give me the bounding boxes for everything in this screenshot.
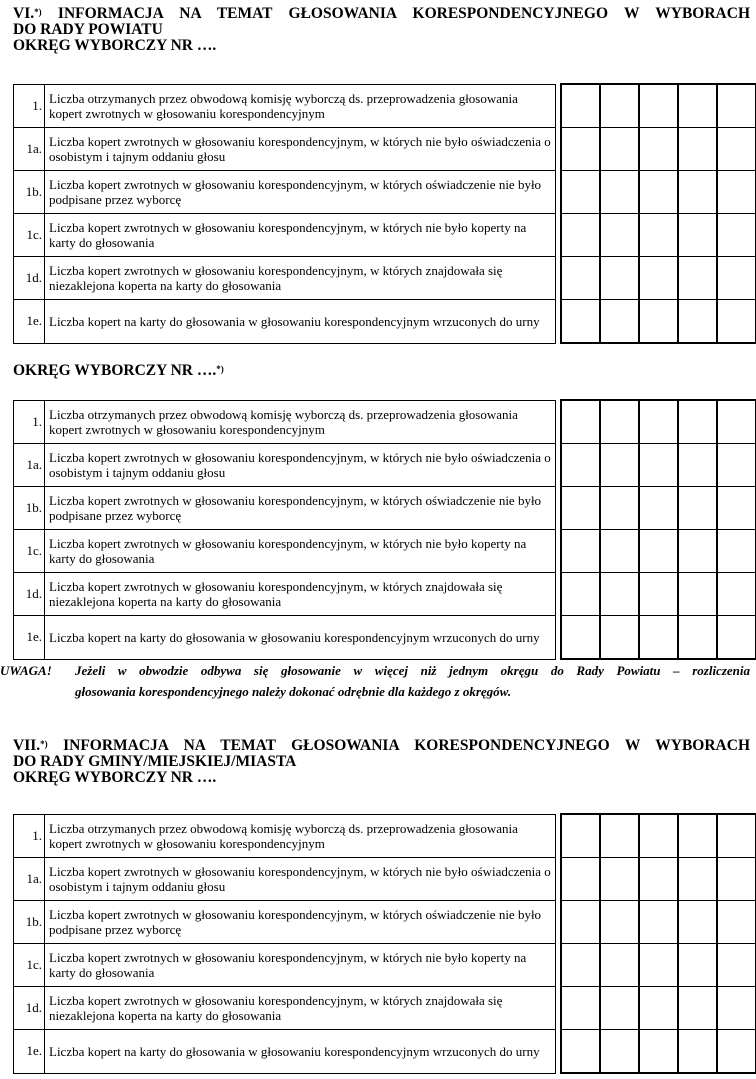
- digit-entry-box[interactable]: [561, 171, 600, 214]
- count-table-body: [14, 814, 756, 1073]
- digit-entry-box[interactable]: [717, 1030, 756, 1074]
- digit-entry-box[interactable]: [639, 257, 678, 300]
- note-line1: Jeżeli w obwodzie odbywa się głosowanie w więcej niż jednym okręgu do Rady Powiatu – rozliczenia: [75, 663, 750, 678]
- digit-entry-box[interactable]: [639, 901, 678, 944]
- row-number: 1a.: [14, 858, 45, 901]
- row-number: 1c.: [14, 530, 45, 573]
- table-row: [14, 944, 756, 987]
- digit-entry-box[interactable]: [600, 858, 639, 901]
- row-number: 1e.: [14, 616, 45, 660]
- digit-entry-box[interactable]: [717, 300, 756, 344]
- section-vii-title-line1: VII.*) INFORMACJA NA TEMAT GŁOSOWANIA KORESPONDENCYJNEGO W WYBORACH: [13, 737, 750, 754]
- row-description: Liczba kopert na karty do głosowania w głosowaniu korespondencyjnym wrzuconych do urny: [45, 616, 556, 660]
- digit-entry-box[interactable]: [717, 616, 756, 660]
- digit-entry-box[interactable]: [678, 814, 717, 858]
- row-description: Liczba kopert zwrotnych w głosowaniu korespondencyjnym, w których oświadczenie nie było podpisane przez wyborcę: [45, 171, 556, 214]
- count-table-1: [13, 83, 756, 344]
- digit-entry-box[interactable]: [561, 444, 600, 487]
- digit-entry-box[interactable]: [639, 944, 678, 987]
- digit-entry-box[interactable]: [561, 300, 600, 344]
- digit-entry-box[interactable]: [561, 400, 600, 444]
- digit-entry-box[interactable]: [561, 901, 600, 944]
- digit-entry-box[interactable]: [678, 1030, 717, 1074]
- digit-entry-box[interactable]: [600, 128, 639, 171]
- row-number: 1d.: [14, 987, 45, 1030]
- note-line2: głosowania korespondencyjnego należy dokonać odrębnie dla każdego z okręgów.: [75, 684, 512, 699]
- digit-entry-box[interactable]: [639, 487, 678, 530]
- digit-entry-box[interactable]: [600, 814, 639, 858]
- digit-entry-box[interactable]: [717, 901, 756, 944]
- row-description: Liczba kopert zwrotnych w głosowaniu korespondencyjnym, w których oświadczenie nie było podpisane przez wyborcę: [45, 487, 556, 530]
- digit-entry-box[interactable]: [600, 901, 639, 944]
- table-row: [14, 901, 756, 944]
- digit-entry-box[interactable]: [717, 257, 756, 300]
- row-number: 1e.: [14, 300, 45, 344]
- row-description: Liczba kopert zwrotnych w głosowaniu korespondencyjnym, w których nie było koperty na karty do głosowania: [45, 530, 556, 573]
- digit-entry-box[interactable]: [639, 300, 678, 344]
- section-vi-district-2: OKRĘG WYBORCZY NR ….*): [13, 362, 224, 379]
- note-text: [13, 660, 750, 702]
- count-table-body: [14, 84, 756, 343]
- digit-entry-box[interactable]: [600, 616, 639, 660]
- digit-entry-box[interactable]: [600, 214, 639, 257]
- section-vi-title-line1: VI.*) INFORMACJA NA TEMAT GŁOSOWANIA KORESPONDENCYJNEGO W WYBORACH: [13, 5, 750, 22]
- digit-entry-box[interactable]: [717, 944, 756, 987]
- digit-entry-box[interactable]: [600, 487, 639, 530]
- digit-entry-box[interactable]: [600, 987, 639, 1030]
- digit-entry-box[interactable]: [561, 944, 600, 987]
- row-number: 1b.: [14, 487, 45, 530]
- row-description: Liczba kopert zwrotnych w głosowaniu korespondencyjnym, w których znajdowała się niezaklejona koperta na karty do głosowania: [45, 573, 556, 616]
- digit-entry-box[interactable]: [717, 530, 756, 573]
- digit-entry-box[interactable]: [717, 487, 756, 530]
- row-description: Liczba kopert na karty do głosowania w głosowaniu korespondencyjnym wrzuconych do urny: [45, 1030, 556, 1074]
- digit-entry-box[interactable]: [639, 400, 678, 444]
- digit-entry-box[interactable]: [678, 901, 717, 944]
- row-number: 1c.: [14, 214, 45, 257]
- note-label: UWAGA!: [0, 663, 52, 678]
- digit-entry-box[interactable]: [561, 84, 600, 128]
- digit-entry-box[interactable]: [717, 214, 756, 257]
- digit-entry-box[interactable]: [600, 257, 639, 300]
- table-row: [14, 444, 756, 487]
- digit-entry-box[interactable]: [600, 171, 639, 214]
- digit-entry-box[interactable]: [717, 84, 756, 128]
- row-description: Liczba kopert zwrotnych w głosowaniu korespondencyjnym, w których znajdowała się niezaklejona koperta na karty do głosowania: [45, 257, 556, 300]
- digit-entry-box[interactable]: [639, 444, 678, 487]
- table-row: [14, 1030, 756, 1074]
- digit-entry-box[interactable]: [600, 400, 639, 444]
- section-vi-district-1: OKRĘG WYBORCZY NR ….: [13, 37, 217, 54]
- digit-entry-box[interactable]: [600, 530, 639, 573]
- section-vii-title-line2: DO RADY GMINY/MIEJSKIEJ/MIASTA: [13, 753, 297, 770]
- digit-entry-box[interactable]: [600, 300, 639, 344]
- digit-entry-box[interactable]: [717, 814, 756, 858]
- digit-entry-box[interactable]: [561, 814, 600, 858]
- table-row: [14, 487, 756, 530]
- table-row: [14, 400, 756, 444]
- table-row: [14, 573, 756, 616]
- row-description: Liczba kopert na karty do głosowania w głosowaniu korespondencyjnym wrzuconych do urny: [45, 300, 556, 344]
- digit-entry-box[interactable]: [561, 616, 600, 660]
- row-number: 1d.: [14, 257, 45, 300]
- row-number: 1a.: [14, 444, 45, 487]
- digit-entry-box[interactable]: [717, 128, 756, 171]
- row-description: Liczba kopert zwrotnych w głosowaniu korespondencyjnym, w których nie było koperty na karty do głosowania: [45, 944, 556, 987]
- digit-entry-box[interactable]: [561, 487, 600, 530]
- digit-entry-box[interactable]: [678, 444, 717, 487]
- digit-entry-box[interactable]: [717, 987, 756, 1030]
- digit-entry-box[interactable]: [639, 616, 678, 660]
- table-row: [14, 530, 756, 573]
- digit-entry-box[interactable]: [639, 814, 678, 858]
- digit-entry-box[interactable]: [678, 858, 717, 901]
- digit-entry-box[interactable]: [717, 573, 756, 616]
- row-number: 1b.: [14, 901, 45, 944]
- row-number: 1.: [14, 84, 45, 128]
- digit-entry-box[interactable]: [639, 84, 678, 128]
- digit-entry-box[interactable]: [639, 858, 678, 901]
- table-row: [14, 814, 756, 858]
- digit-entry-box[interactable]: [561, 987, 600, 1030]
- digit-entry-box[interactable]: [678, 987, 717, 1030]
- digit-entry-box[interactable]: [678, 487, 717, 530]
- table-row: [14, 300, 756, 344]
- table-row: [14, 128, 756, 171]
- table-row: [14, 987, 756, 1030]
- digit-entry-box[interactable]: [561, 573, 600, 616]
- digit-entry-box[interactable]: [639, 573, 678, 616]
- digit-entry-box[interactable]: [639, 128, 678, 171]
- digit-entry-box[interactable]: [561, 257, 600, 300]
- row-description: Liczba otrzymanych przez obwodową komisję wyborczą ds. przeprowadzenia głosowania kopert zwrotnych w głosowaniu korespondencyjnym: [45, 814, 556, 858]
- count-table-2: [13, 399, 756, 660]
- row-number: 1c.: [14, 944, 45, 987]
- row-number: 1b.: [14, 171, 45, 214]
- row-description: Liczba kopert zwrotnych w głosowaniu korespondencyjnym, w których nie było oświadczenia o osobistym i tajnym oddaniu głosu: [45, 128, 556, 171]
- digit-entry-box[interactable]: [678, 530, 717, 573]
- digit-entry-box[interactable]: [561, 214, 600, 257]
- row-description: Liczba kopert zwrotnych w głosowaniu korespondencyjnym, w których nie było oświadczenia o osobistym i tajnym oddaniu głosu: [45, 444, 556, 487]
- row-description: Liczba otrzymanych przez obwodową komisję wyborczą ds. przeprowadzenia głosowania kopert zwrotnych w głosowaniu korespondencyjnym: [45, 400, 556, 444]
- count-table-body: [14, 400, 756, 659]
- table-row: [14, 171, 756, 214]
- row-number: 1.: [14, 400, 45, 444]
- digit-entry-box[interactable]: [600, 573, 639, 616]
- digit-entry-box[interactable]: [678, 944, 717, 987]
- digit-entry-box[interactable]: [600, 444, 639, 487]
- digit-entry-box[interactable]: [678, 84, 717, 128]
- digit-entry-box[interactable]: [717, 171, 756, 214]
- section-vi-heading: [13, 6, 750, 54]
- digit-entry-box[interactable]: [717, 444, 756, 487]
- note: [0, 660, 750, 702]
- table-row: [14, 214, 756, 257]
- section-vi-title-line2: DO RADY POWIATU: [13, 21, 163, 38]
- digit-entry-box[interactable]: [639, 171, 678, 214]
- digit-entry-box[interactable]: [678, 616, 717, 660]
- digit-entry-box[interactable]: [600, 944, 639, 987]
- row-number: 1.: [14, 814, 45, 858]
- section-vii-heading: [13, 738, 750, 786]
- table-row: [14, 84, 756, 128]
- row-number: 1e.: [14, 1030, 45, 1074]
- row-description: Liczba otrzymanych przez obwodową komisję wyborczą ds. przeprowadzenia głosowania kopert zwrotnych w głosowaniu korespondencyjnym: [45, 84, 556, 128]
- row-number: 1a.: [14, 128, 45, 171]
- digit-entry-box[interactable]: [561, 128, 600, 171]
- digit-entry-box[interactable]: [639, 530, 678, 573]
- row-number: 1d.: [14, 573, 45, 616]
- digit-entry-box[interactable]: [717, 400, 756, 444]
- table-row: [14, 858, 756, 901]
- count-table-3: [13, 813, 756, 1074]
- digit-entry-box[interactable]: [600, 84, 639, 128]
- row-description: Liczba kopert zwrotnych w głosowaniu korespondencyjnym, w których oświadczenie nie było podpisane przez wyborcę: [45, 901, 556, 944]
- table-row: [14, 257, 756, 300]
- digit-entry-box[interactable]: [639, 1030, 678, 1074]
- digit-entry-box[interactable]: [639, 987, 678, 1030]
- digit-entry-box[interactable]: [639, 214, 678, 257]
- section-vii-district: OKRĘG WYBORCZY NR ….: [13, 769, 217, 786]
- digit-entry-box[interactable]: [717, 858, 756, 901]
- row-description: Liczba kopert zwrotnych w głosowaniu korespondencyjnym, w których znajdowała się niezaklejona koperta na karty do głosowania: [45, 987, 556, 1030]
- digit-entry-box[interactable]: [678, 128, 717, 171]
- digit-entry-box[interactable]: [561, 858, 600, 901]
- digit-entry-box[interactable]: [678, 171, 717, 214]
- digit-entry-box[interactable]: [678, 214, 717, 257]
- digit-entry-box[interactable]: [561, 1030, 600, 1074]
- digit-entry-box[interactable]: [678, 300, 717, 344]
- digit-entry-box[interactable]: [678, 257, 717, 300]
- digit-entry-box[interactable]: [600, 1030, 639, 1074]
- table-row: [14, 616, 756, 660]
- digit-entry-box[interactable]: [678, 400, 717, 444]
- row-description: Liczba kopert zwrotnych w głosowaniu korespondencyjnym, w których nie było oświadczenia o osobistym i tajnym oddaniu głosu: [45, 858, 556, 901]
- digit-entry-box[interactable]: [678, 573, 717, 616]
- digit-entry-box[interactable]: [561, 530, 600, 573]
- row-description: Liczba kopert zwrotnych w głosowaniu korespondencyjnym, w których nie było koperty na karty do głosowania: [45, 214, 556, 257]
